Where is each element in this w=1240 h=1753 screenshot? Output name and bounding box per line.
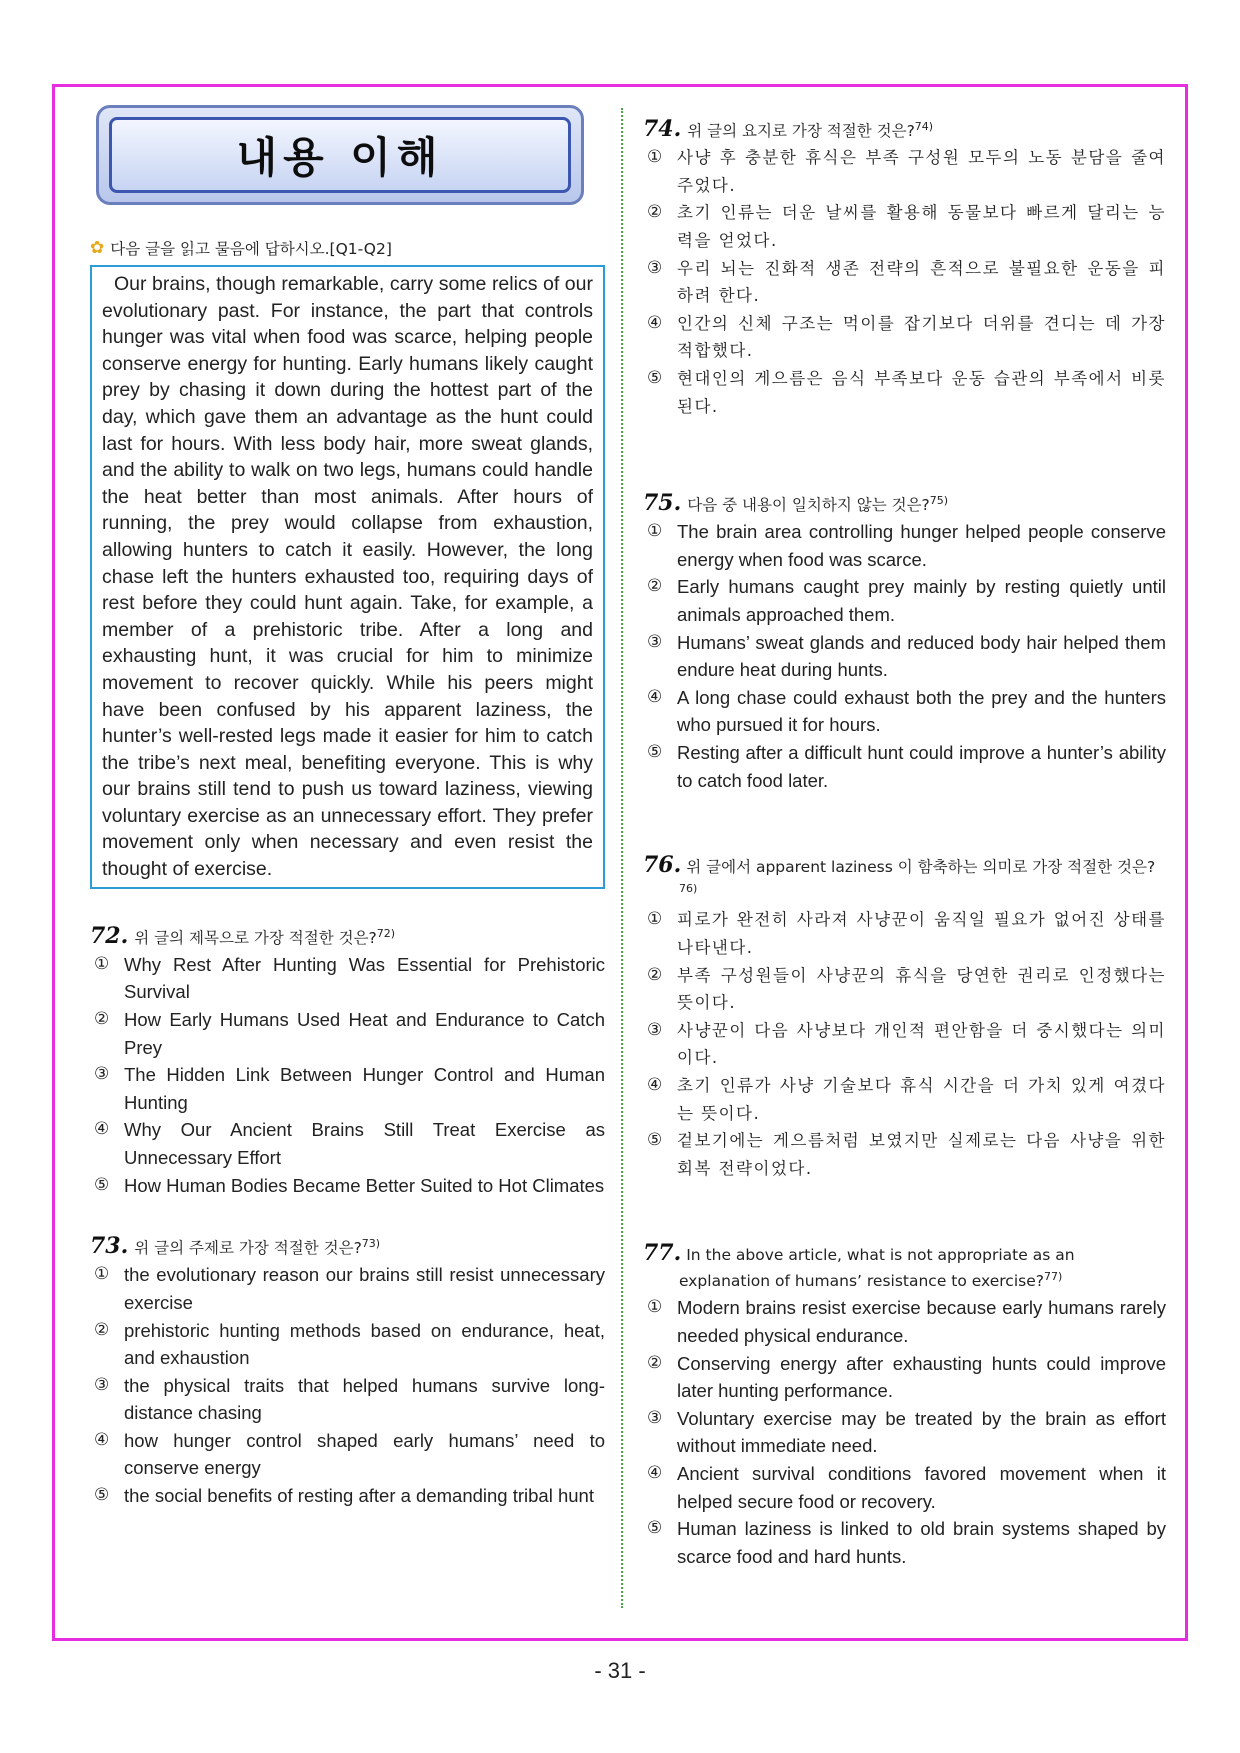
question-76 xyxy=(643,854,1166,1182)
option[interactable]: ① 사냥 후 충분한 휴식은 부족 구성원 모두의 노동 분담을 줄여 주었다. xyxy=(647,147,1166,195)
option[interactable]: ② Early humans caught prey mainly by resting quietly until animals approached them. xyxy=(647,576,1166,626)
option[interactable]: ① the evolutionary reason our brains still resist unnecessary exercise xyxy=(94,1264,605,1313)
question-77 xyxy=(643,1242,1166,1570)
options-list xyxy=(90,1261,605,1509)
option[interactable]: ① The brain area controlling hunger helped people conserve energy when food was scarce. xyxy=(647,521,1166,570)
footnote-ref: 73) xyxy=(361,1237,381,1251)
option[interactable]: ② How Early Humans Used Heat and Endurance to Catch Prey xyxy=(94,1009,605,1058)
footnote-ref: 72) xyxy=(376,926,396,940)
question-73 xyxy=(90,1233,605,1510)
column-divider xyxy=(621,108,623,1608)
instruction xyxy=(90,237,605,259)
option[interactable]: ② 부족 구성원들이 사냥꾼의 휴식을 당연한 권리로 인정했다는 뜻이다. xyxy=(647,964,1166,1013)
option[interactable]: ④ Ancient survival conditions favored movement when it helped secure food or recovery. xyxy=(647,1463,1166,1512)
question-72 xyxy=(90,923,605,1200)
option[interactable]: ③ 사냥꾼이 다음 사냥보다 개인적 편안함을 더 중시했다는 의미이다. xyxy=(647,1019,1166,1068)
question-number: 72. xyxy=(90,922,129,949)
option[interactable]: ③ the physical traits that helped humans survive long-distance chasing xyxy=(94,1374,605,1424)
options-list xyxy=(643,518,1166,794)
option[interactable]: ⑤ Human laziness is linked to old brain systems shaped by scarce food and hard hunts. xyxy=(647,1518,1166,1567)
option[interactable]: ④ 인간의 신체 구조는 먹이를 잡기보다 더위를 견디는 데 가장 적합했다. xyxy=(647,312,1166,361)
question-stem: 위 글의 요지로 가장 적절한 것은?$^{74)}$ xyxy=(687,120,934,141)
question-number: 74. xyxy=(643,116,682,143)
option[interactable]: ① Why Rest After Hunting Was Essential for Prehistoric Survival xyxy=(94,953,605,1003)
question-number: 76. xyxy=(643,852,682,879)
instruction-text: 다음 글을 읽고 물음에 답하시오.[Q1-Q2] xyxy=(110,240,392,258)
option[interactable]: ⑤ Resting after a difficult hunt could improve a hunter’s ability to catch food later. xyxy=(647,742,1166,791)
option[interactable]: ③ Humans’ sweat glands and reduced body hair helped them endure heat during hunts. xyxy=(647,631,1166,681)
question-number: 73. xyxy=(90,1233,129,1260)
option[interactable]: ④ 초기 인류가 사냥 기술보다 휴식 시간을 더 가치 있게 여겼다는 뜻이다. xyxy=(647,1074,1166,1123)
question-stem: In the above article, what is not appropriate as an explanation of humans’ resistance to exercise?$^{77)}$ xyxy=(679,1246,1075,1291)
option[interactable]: ② Conserving energy after exhausting hunts could improve later hunting performance. xyxy=(647,1352,1166,1402)
question-stem: 위 글의 제목으로 가장 적절한 것은?$^{72)}$ xyxy=(134,926,396,947)
question-stem: 다음 중 내용이 일치하지 않는 것은?$^{75)}$ xyxy=(687,494,949,515)
option[interactable]: ⑤ How Human Bodies Became Better Suited to Hot Climates xyxy=(94,1174,605,1196)
option[interactable]: ③ Voluntary exercise may be treated by the brain as effort without immediate need. xyxy=(647,1407,1166,1457)
footnote-ref: 77) xyxy=(1043,1270,1063,1284)
option[interactable]: ① 피로가 완전히 사라져 사냥꾼이 움직일 필요가 없어진 상태를 나타낸다. xyxy=(647,909,1166,957)
option[interactable]: ② 초기 인류는 더운 날씨를 활용해 동물보다 빠르게 달리는 능력을 얻었다. xyxy=(647,202,1166,250)
option[interactable]: ④ A long chase could exhaust both the prey and the hunters who pursued it for hours. xyxy=(647,686,1166,736)
option[interactable]: ② prehistoric hunting methods based on endurance, heat, and exhaustion xyxy=(94,1319,605,1369)
option[interactable]: ③ The Hidden Link Between Hunger Control and Human Hunting xyxy=(94,1064,605,1113)
options-list xyxy=(643,906,1166,1182)
right-column xyxy=(643,116,1166,1570)
left-column xyxy=(90,105,605,1510)
title-badge xyxy=(96,105,584,205)
option[interactable]: ③ 우리 뇌는 진화적 생존 전략의 흔적으로 불필요한 운동을 피하려 한다. xyxy=(647,257,1166,306)
option[interactable]: ① Modern brains resist exercise because early humans rarely needed physical endurance. xyxy=(647,1297,1166,1347)
question-74 xyxy=(643,116,1166,420)
options-list xyxy=(90,951,605,1199)
footnote-ref: 74) xyxy=(914,120,934,133)
option[interactable]: ⑤ 현대인의 게으름은 음식 부족보다 운동 습관의 부족에서 비롯된다. xyxy=(647,367,1166,416)
option[interactable]: ⑤ the social benefits of resting after a demanding tribal hunt xyxy=(94,1485,594,1507)
section-title: 내용 이해 xyxy=(236,133,444,182)
option[interactable]: ⑤ 겉보기에는 게으름처럼 보였지만 실제로는 다음 사냥을 위한 회복 전략이었다. xyxy=(647,1130,1166,1178)
question-stem: 위 글의 주제로 가장 적절한 것은?$^{73)}$ xyxy=(134,1237,381,1258)
question-number: 77. xyxy=(643,1240,682,1267)
question-stem: 위 글에서 apparent laziness 이 함축하는 의미로 가장 적절한 것은?$^{76)}$ xyxy=(679,858,1156,896)
options-list xyxy=(643,144,1166,420)
reading-passage: Our brains, though remarkable, carry some relics of our evolutionary past. For instance, the part that controls hunger was vital when food was scarce, helping people conserve energy for hunting. Early humans likely caught prey by chasing it down during the hottest part of the day, which gave them an advantage as the hunt could last for hours. With less body hair, more sweat glands, and the ability to walk on two legs, humans could handle the heat better than most animals. After hours of running, the prey would collapse from exhaustion, allowing hunters to catch it easily. However, the long chase left the hunters exhausted too, requiring days of rest before they could hunt again. Take, for example, a member of a prehistoric tribe. After a long and exhausting hunt, it was crucial for him to minimize movement to recover quickly. While his peers might have been confused by his apparent laziness, the hunter’s well-rested legs made it easier for him to catch the tribe’s next meal, benefiting everyone. This is why our brains still tend to push us toward laziness, viewing voluntary exercise as an unnecessary effort. They prefer movement only when necessary and even resist the thought of exercise. xyxy=(90,265,605,889)
footnote-ref: 76) xyxy=(679,882,698,896)
page-number: - 31 - xyxy=(594,1658,646,1683)
question-75 xyxy=(643,490,1166,794)
flower-icon: ✿ xyxy=(90,238,105,258)
option[interactable]: ④ how hunger control shaped early humans’ need to conserve energy xyxy=(94,1429,605,1479)
option[interactable]: ④ Why Our Ancient Brains Still Treat Exercise as Unnecessary Effort xyxy=(94,1119,605,1168)
question-number: 75. xyxy=(643,490,682,517)
footnote-ref: 75) xyxy=(929,494,949,508)
options-list xyxy=(643,1294,1166,1570)
